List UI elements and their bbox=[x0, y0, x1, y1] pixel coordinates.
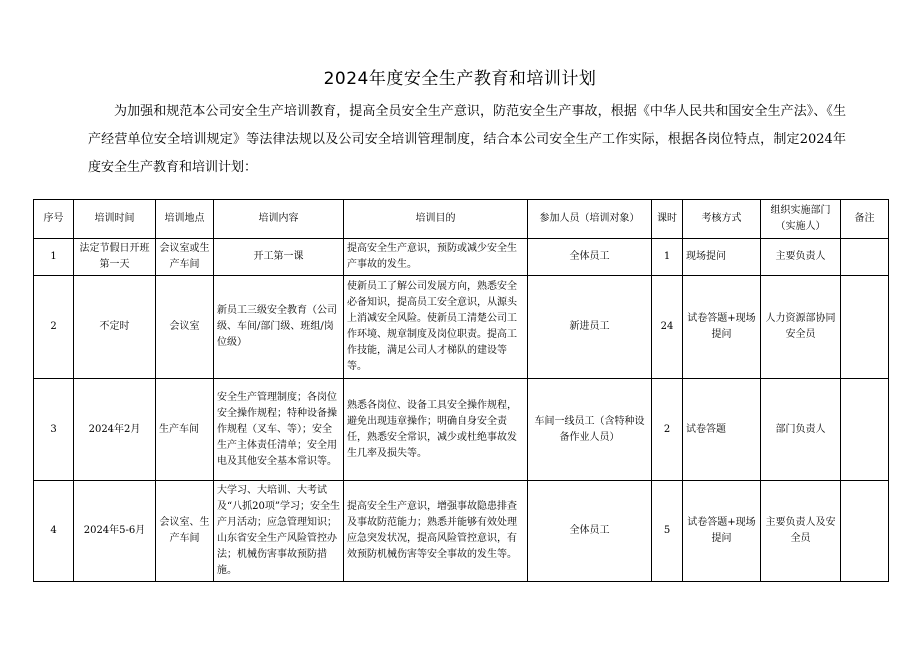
cell-assessment: 试卷答题 bbox=[683, 379, 761, 481]
cell-content: 安全生产管理制度；各岗位安全操作规程；特种设备操作规程（叉车、等）；安全生产主体责任清单；安全用电及其他安全基本常识等。 bbox=[214, 379, 344, 481]
training-plan-table bbox=[33, 199, 889, 582]
header-participants: 参加人员（培训对象） bbox=[528, 200, 652, 239]
cell-time: 2024年5-6月 bbox=[74, 481, 156, 582]
intro-paragraph: 为加强和规范本公司安全生产培训教育，提高全员安全生产意识，防范安全生产事故，根据《中华人民共和国安全生产法》、《生产经营单位安全培训规定》等法律法规以及公司安全培训管理制度，结合本公司安全生产工作实际，根据各岗位特点，制定2024年度安全生产教育和培训计划： bbox=[88, 104, 846, 175]
cell-place: 会议室或生产车间 bbox=[156, 239, 214, 276]
header-place: 培训地点 bbox=[156, 200, 214, 239]
header-hours: 课时 bbox=[652, 200, 683, 239]
cell-purpose: 提高安全生产意识，预防或减少安全生产事故的发生。 bbox=[344, 239, 528, 276]
cell-participants: 车间一线员工（含特种设备作业人员） bbox=[528, 379, 652, 481]
table-row bbox=[34, 239, 889, 276]
cell-content: 开工第一课 bbox=[214, 239, 344, 276]
header-assessment: 考核方式 bbox=[683, 200, 761, 239]
header-no: 序号 bbox=[34, 200, 74, 239]
cell-assessment: 试卷答题+现场提问 bbox=[683, 276, 761, 379]
cell-content: 大学习、大培训、大考试及“八抓20项”学习；安全生产月活动；应急管理知识；山东省安全生产风险管控办法；机械伤害事故预防措施。 bbox=[214, 481, 344, 582]
cell-purpose: 熟悉各岗位、设备工具安全操作规程，避免出现违章操作；明确自身安全责任，熟悉安全常识，减少或杜绝事故发生几率及损失等。 bbox=[344, 379, 528, 481]
cell-place: 会议室 bbox=[156, 276, 214, 379]
cell-assessment: 试卷答题+现场提问 bbox=[683, 481, 761, 582]
cell-time: 法定节假日开班第一天 bbox=[74, 239, 156, 276]
cell-hours: 2 bbox=[652, 379, 683, 481]
header-content: 培训内容 bbox=[214, 200, 344, 239]
cell-org: 主要负责人及安全员 bbox=[761, 481, 841, 582]
header-purpose: 培训目的 bbox=[344, 200, 528, 239]
header-org: 组织实施部门（实施人） bbox=[761, 200, 841, 239]
header-time: 培训时间 bbox=[74, 200, 156, 239]
cell-hours: 24 bbox=[652, 276, 683, 379]
cell-remark bbox=[841, 379, 889, 481]
cell-content: 新员工三级安全教育（公司级、车间/部门级、班组/岗位级） bbox=[214, 276, 344, 379]
cell-place: 会议室、生产车间 bbox=[156, 481, 214, 582]
cell-time: 2024年2月 bbox=[74, 379, 156, 481]
cell-participants: 全体员工 bbox=[528, 481, 652, 582]
cell-no: 2 bbox=[34, 276, 74, 379]
cell-hours: 1 bbox=[652, 239, 683, 276]
cell-remark bbox=[841, 239, 889, 276]
cell-org: 人力资源部协同安全员 bbox=[761, 276, 841, 379]
cell-assessment: 现场提问 bbox=[683, 239, 761, 276]
document-title: 2024年度安全生产教育和培训计划 bbox=[323, 69, 597, 89]
header-remark: 备注 bbox=[841, 200, 889, 239]
cell-remark bbox=[841, 481, 889, 582]
table-row bbox=[34, 379, 889, 481]
cell-purpose: 使新员工了解公司发展方向，熟悉安全必备知识，提高员工安全意识，从源头上消减安全风险。使新员工清楚公司工作环境、规章制度及岗位职责。提高工作技能，满足公司人才梯队的建设等等。 bbox=[344, 276, 528, 379]
cell-remark bbox=[841, 276, 889, 379]
cell-time: 不定时 bbox=[74, 276, 156, 379]
cell-no: 1 bbox=[34, 239, 74, 276]
cell-purpose: 提高安全生产意识，增强事故隐患排查及事故防范能力；熟悉并能够有效处理应急突发状况，提高风险管控意识，有效预防机械伤害等安全事故的发生等。 bbox=[344, 481, 528, 582]
table-header-row bbox=[34, 200, 889, 239]
cell-place: 生产车间 bbox=[156, 379, 214, 481]
cell-org: 主要负责人 bbox=[761, 239, 841, 276]
cell-hours: 5 bbox=[652, 481, 683, 582]
table-row bbox=[34, 481, 889, 582]
cell-no: 4 bbox=[34, 481, 74, 582]
cell-participants: 全体员工 bbox=[528, 239, 652, 276]
cell-org: 部门负责人 bbox=[761, 379, 841, 481]
cell-participants: 新进员工 bbox=[528, 276, 652, 379]
table-row bbox=[34, 276, 889, 379]
cell-no: 3 bbox=[34, 379, 74, 481]
